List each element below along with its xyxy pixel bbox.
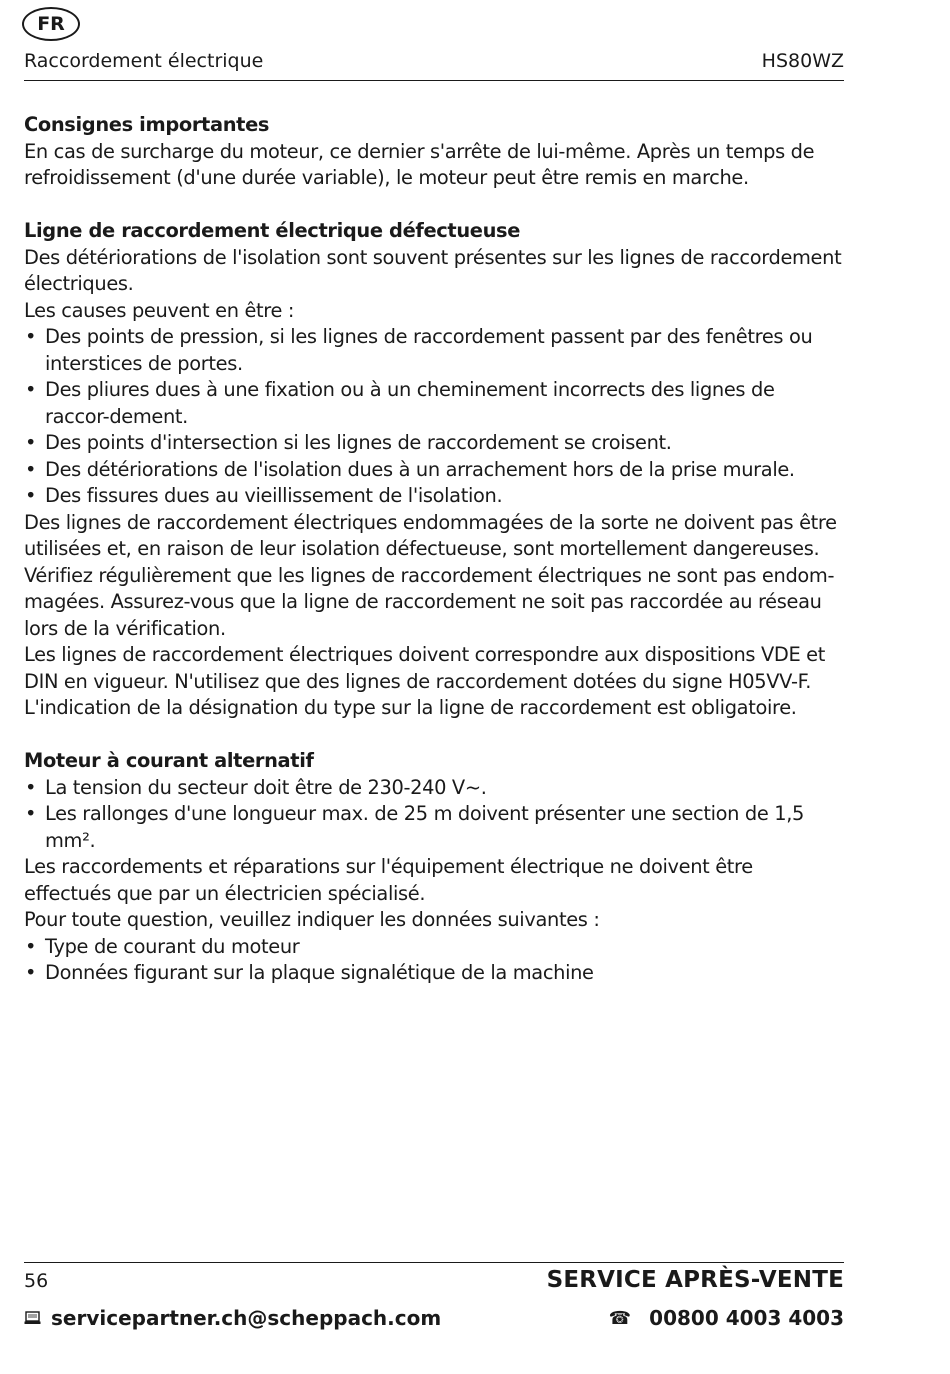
bullet-icon: • <box>25 457 37 481</box>
email-contact <box>24 1306 441 1330</box>
page-number: 56 <box>24 1270 49 1292</box>
language-badge <box>22 7 80 41</box>
page-header <box>24 50 844 72</box>
bullet-icon: • <box>25 431 37 454</box>
causes-list <box>24 324 844 510</box>
moteur-paragraph: Pour toute question, veuillez indiquer les données suivantes : <box>24 908 600 931</box>
bullet-icon: • <box>25 961 37 984</box>
bullet-icon: • <box>25 934 37 958</box>
list-item: • Des points de pression, si les lignes de raccordement passent par des fenêtres ou interstices de portes. <box>25 325 813 375</box>
model-number: HS80WZ <box>761 50 844 72</box>
list-item: • Des détériorations de l'isolation dues à un arrachement hors de la prise murale. <box>24 457 844 484</box>
list-item: • La tension du secteur doit être de 230-240 V~. <box>24 775 844 802</box>
moteur-heading: Moteur à courant alternatif <box>24 749 314 772</box>
ligne-paragraph: Les lignes de raccordement électriques doivent correspondre aux dispositions VDE et DIN en vigueur. N'utilisez que des lignes de raccordement dotées du signe H05VV-F. L'indication de la désignation du type sur la ligne de raccordement est obligatoire. <box>24 643 826 719</box>
list-item: • Des fissures dues au vieillissement de l'isolation. <box>24 483 844 510</box>
footer-contact <box>24 1306 844 1330</box>
list-item: • Des pliures dues à une fixation ou à un cheminement incorrects des lignes de raccor-dement. <box>25 378 775 428</box>
phone-contact <box>609 1306 844 1330</box>
telephone-icon: ☎ <box>608 1307 632 1329</box>
ligne-intro: Des détériorations de l'isolation sont souvent présentes sur les lignes de raccordement électriques. <box>24 245 842 295</box>
consignes-text: En cas de surcharge du moteur, ce dernier s'arrête de lui-même. Après un temps de refroidissement (d'une durée variable), le moteur peut être remis en marche. <box>24 139 815 189</box>
service-title: SERVICE APRÈS-VENTE <box>546 1267 844 1293</box>
phone-number[interactable]: 00800 4003 4003 <box>649 1306 844 1330</box>
main-content <box>24 112 844 987</box>
section-title: Raccordement électrique <box>24 50 264 72</box>
moteur-paragraph: Les raccordements et réparations sur l'équipement électrique ne doivent être effectués que par un électricien spécialisé. <box>24 855 753 905</box>
bullet-icon: • <box>25 325 37 348</box>
moteur-list <box>24 775 844 855</box>
ligne-heading: Ligne de raccordement électrique défectueuse <box>24 219 521 242</box>
ligne-paragraph: Vérifiez régulièrement que les lignes de raccordement électriques ne sont pas endom-magées. Assurez-vous que la ligne de raccordement ne soit pas raccordée au réseau lors de la vérification. <box>24 563 835 640</box>
list-item: • Des points d'intersection si les lignes de raccordement se croisent. <box>24 430 844 457</box>
list-item: • Type de courant du moteur <box>24 934 844 961</box>
list-item: • Données figurant sur la plaque signalétique de la machine <box>24 960 844 987</box>
laptop-icon <box>24 1311 41 1325</box>
language-badge-label: FR <box>37 13 65 35</box>
bullet-icon: • <box>25 484 37 507</box>
bullet-icon: • <box>25 775 37 799</box>
footer-divider <box>24 1262 844 1263</box>
donnees-list <box>24 934 844 987</box>
list-item: • Les rallonges d'une longueur max. de 25 m doivent présenter une section de 1,5 mm². <box>25 802 805 852</box>
causes-label: Les causes peuvent en être : <box>24 298 295 322</box>
email-address[interactable]: servicepartner.ch@scheppach.com <box>51 1306 442 1330</box>
bullet-icon: • <box>25 802 37 825</box>
ligne-paragraph: Des lignes de raccordement électriques endommagées de la sorte ne doivent pas être utilisées et, en raison de leur isolation défectueuse, sont mortellement dangereuses. <box>24 510 837 560</box>
header-divider <box>24 80 844 81</box>
bullet-icon: • <box>25 378 37 401</box>
consignes-heading: Consignes importantes <box>24 113 270 136</box>
